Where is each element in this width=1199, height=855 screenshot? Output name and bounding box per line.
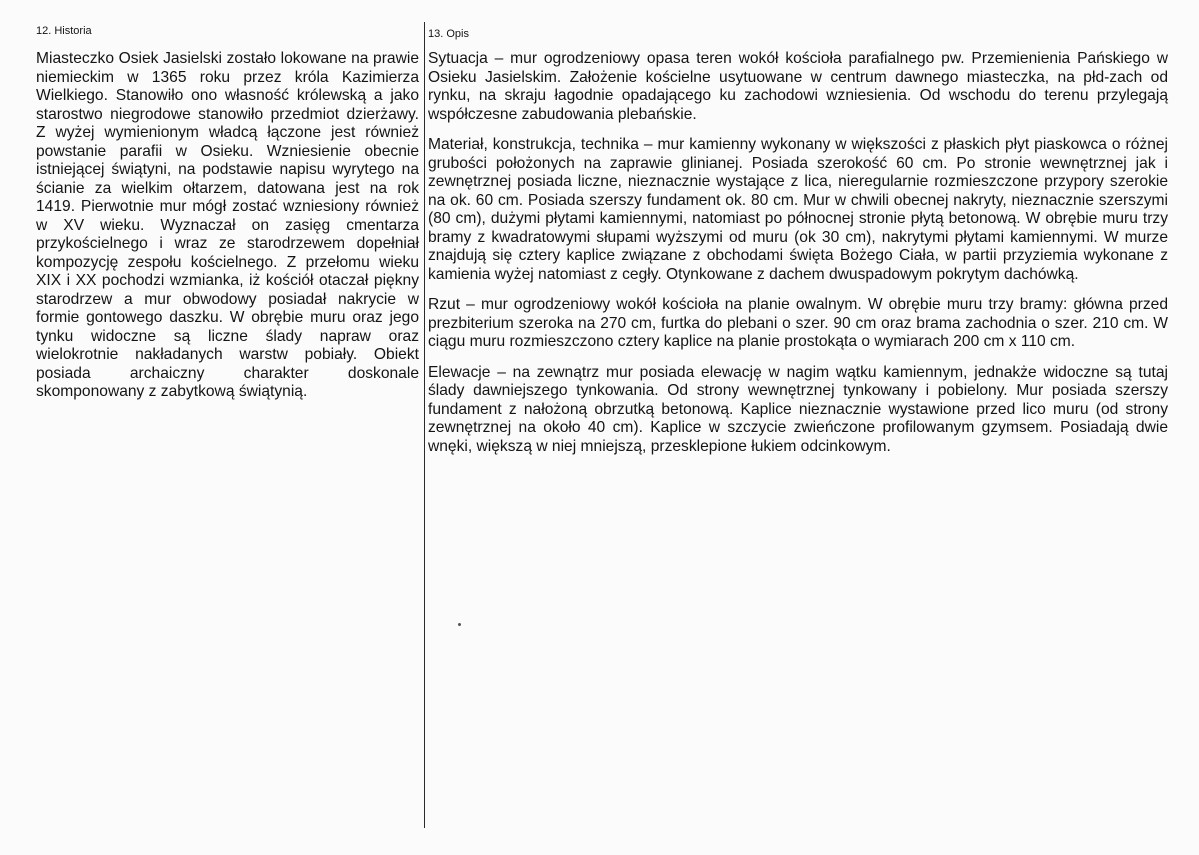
elevation-paragraph: Elewacje – na zewnątrz mur posiada elewację w nagim wątku kamiennym, jednakże widoczne są tutaj ślady dawniejszego tynkowania. Od strony wewnętrznej tynkowany i pobielony. Mur posiada szerszy fundament z nałożoną obrzutką betonową. Kaplice nieznacznie wystawione przed lico muru (od strony zewnętrznej na około 40 cm). Kaplice w szczycie zwieńczone profilowanym gzymsem. Posiadają dwie wnęki, większą w niej mniejszą, przesklepione łukiem odcinkowym. <box>428 363 1168 455</box>
situation-paragraph: Sytuacja – mur ogrodzeniowy opasa teren wokół kościoła parafialnego pw. Przemienienia Pańskiego w Osieku Jasielskim. Założenie kościelne usytuowane w centrum dawnego miasteczka, na płd-zach od rynku, na skraju łagodnie opadającego ku zachodowi wzniesienia. Od wschodu do terenu przylegają współczesne zabudowania plebańskie. <box>428 50 1168 123</box>
history-text: Miasteczko Osiek Jasielski zostało lokowane na prawie niemieckim w 1365 roku przez króla Kazimierza Wielkiego. Stanowiło ono własność królewską a jako starostwo niegrodowe stanowiło przedmiot dzierżawy. Z wyżej wymienionym władcą łączone jest również powstanie parafii w Osieku. Wzniesienie obecnie istniejącej świątyni, na podstawie napisu wyrytego na ścianie za wielkim ołtarzem, datowana jest na rok 1419. Pierwotnie mur mógł zostać wzniesiony również w XV wieku. Wyznaczał on zasięg cmentarza przykościelnego i wraz ze starodrzewem dopełniał kompozycję zespołu kościelnego. Z przełomu wieku XIX i XX pochodzi wzmianka, iż kościół otaczał piękny starodrzew a mur obwodowy posiadał nakrycie w formie gontowego daszku. W obrębie muru oraz jego tynku widoczne są liczne ślady napraw oraz wielokrotnie nakładanych warstw pobiały. Obiekt posiada archaiczny charakter doskonale skomponowany z zabytkową świątynią. <box>36 50 419 400</box>
material-paragraph: Materiał, konstrukcja, technika – mur kamienny wykonany w większości z płaskich płyt piaskowca o różnej grubości położonych na zaprawie glinianej. Posiada szerokość 60 cm. Po stronie wewnętrznej jak i zewnętrznej posiada liczne, nieznacznie wystające z lica, nieregularnie rozmieszczone przypory szerokie na ok. 60 cm. Posiada szerszy fundament ok. 80 cm. Mur w chwili obecnej nakryty, nieznacznie szerszymi (80 cm), dużymi płytami kamiennymi, natomiast po północnej stronie płytą betonową. W obrębie muru trzy bramy z kwadratowymi słupami wyższymi od muru (ok 30 cm), nakrytymi płytami kamiennymi. W murze znajdują się cztery kaplice związane z obchodami święta Bożego Ciała, w partii przyziemia wykonane z kamienia wyżej natomiast z cegły. Otynkowane z dachem dwuspadowym pokrytym dachówką. <box>428 136 1168 283</box>
plan-paragraph: Rzut – mur ogrodzeniowy wokół kościoła na planie owalnym. W obrębie muru trzy bramy: główna przed prezbiterium szeroka na 270 cm, furtka do plebani o szer. 90 cm oraz brama zachodnia o szer. 210 cm. W ciągu muru rozmieszczono cztery kaplice na planie prostokąta o wymiarach 200 cm x 110 cm. <box>428 296 1168 350</box>
scan-speck <box>458 623 461 626</box>
history-section <box>36 24 419 402</box>
description-title: 13. Opis <box>428 28 469 40</box>
history-title: 12. Historia <box>36 25 92 37</box>
column-divider <box>424 22 425 828</box>
description-section <box>428 24 1168 468</box>
